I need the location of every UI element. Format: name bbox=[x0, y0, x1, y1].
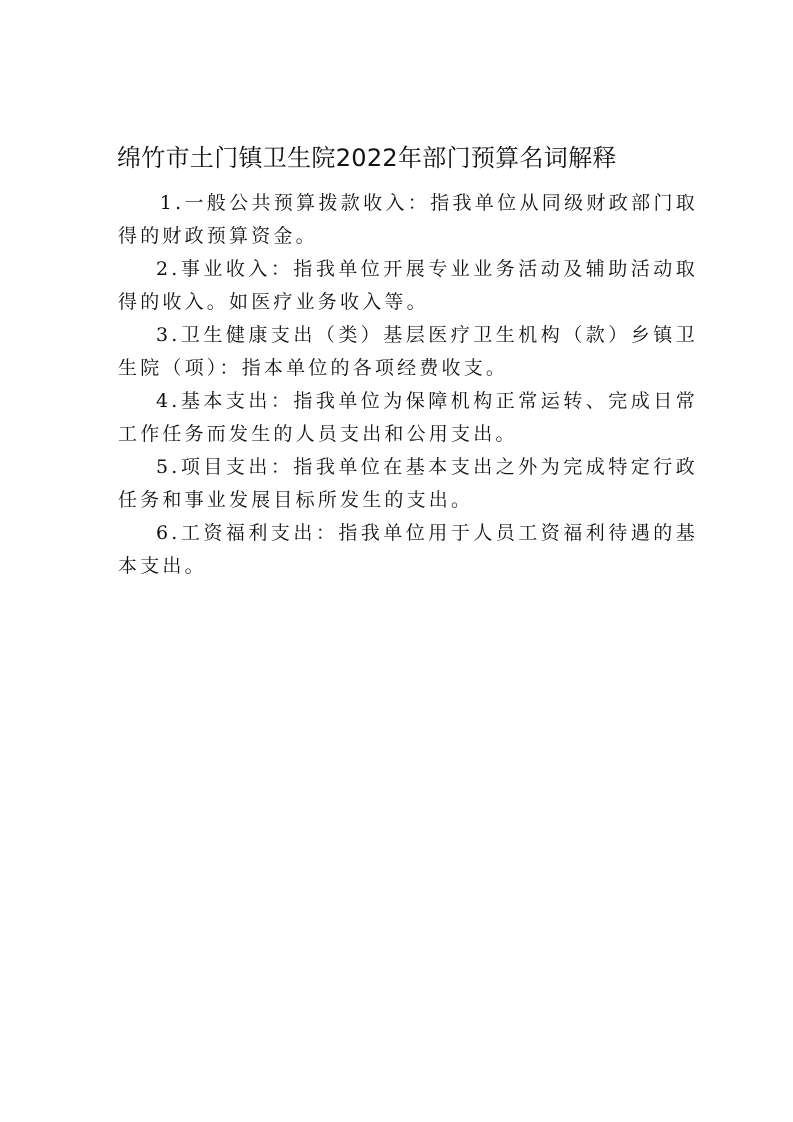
paragraph-6: 6.工资福利支出：指我单位用于人员工资福利待遇的基本支出。 bbox=[118, 522, 698, 577]
paragraph-4: 4.基本支出：指我单位为保障机构正常运转、完成日常工作任务而发生的人员支出和公用支出。 bbox=[118, 390, 698, 445]
paragraph-5: 5.项目支出：指我单位在基本支出之外为完成特定行政任务和事业发展目标所发生的支出。 bbox=[118, 456, 698, 511]
document-body bbox=[118, 187, 698, 583]
paragraph-2: 2.事业收入：指我单位开展专业业务活动及辅助活动取得的收入。如医疗业务收入等。 bbox=[118, 258, 698, 313]
paragraph-3: 3.卫生健康支出（类）基层医疗卫生机构（款）乡镇卫生院（项）：指本单位的各项经费收支。 bbox=[118, 324, 698, 379]
document-title: 绵竹市土门镇卫生院2022年部门预算名词解释 bbox=[117, 144, 617, 172]
paragraph-1: 1.一般公共预算拨款收入：指我单位从同级财政部门取得的财政预算资金。 bbox=[118, 192, 698, 247]
